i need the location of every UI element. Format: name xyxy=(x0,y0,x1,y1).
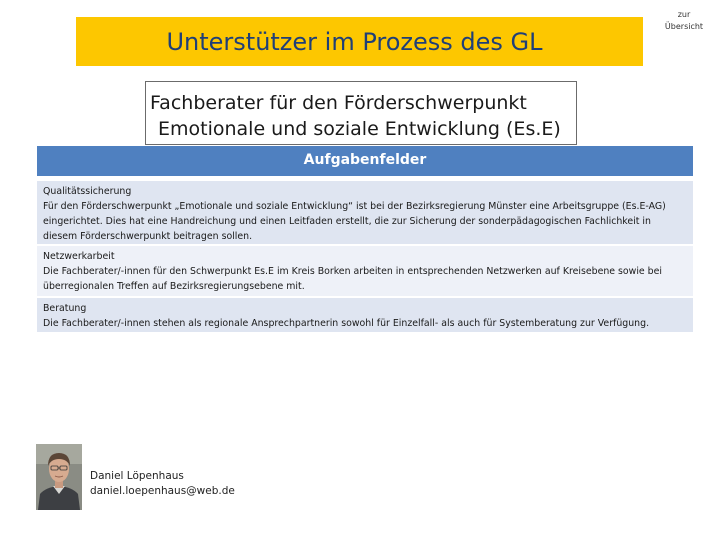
page-title: Unterstützer im Prozess des GL xyxy=(166,28,543,56)
overview-link[interactable] xyxy=(660,9,708,33)
row-heading: Beratung xyxy=(43,303,87,314)
row-text: Die Fachberater/-innen für den Schwerpunkt Es.E im Kreis Borken arbeiten in entsprechenden Netzwerken auf Kreisebene sowie bei überregionalen Treffen auf Bezirksregierungsebene mit. xyxy=(43,266,663,292)
contact-email[interactable]: daniel.loepenhaus@web.de xyxy=(90,485,235,497)
subtitle-line-1: Fachberater für den Förderschwerpunkt xyxy=(150,92,527,114)
contact-name: Daniel Löpenhaus xyxy=(90,470,184,482)
row-heading: Qualitätssicherung xyxy=(43,186,132,197)
contact-block xyxy=(90,469,235,499)
person-photo-icon xyxy=(36,444,82,510)
table-row xyxy=(37,181,693,244)
row-text: Die Fachberater/-innen stehen als regionale Ansprechpartnerin sowohl für Einzelfall- als auch für Systemberatung zur Verfügung. xyxy=(43,318,650,329)
row-heading: Netzwerkarbeit xyxy=(43,251,115,262)
overview-link-line2[interactable]: Übersicht xyxy=(664,22,704,31)
table-row xyxy=(37,298,693,332)
subtitle-line-2: Emotionale und soziale Entwicklung (Es.E) xyxy=(158,118,561,140)
table-header: Aufgabenfelder xyxy=(37,146,693,176)
avatar xyxy=(36,444,82,510)
title-banner xyxy=(76,17,643,66)
table-row xyxy=(37,246,693,296)
overview-link-line1[interactable]: zur xyxy=(677,10,691,19)
row-text: Für den Förderschwerpunkt „Emotionale und soziale Entwicklung“ ist bei der Bezirksregierung Münster eine Arbeitsgruppe (Es.E-AG) eingerichtet. Dies hat eine Handreichung und einen Leitfaden erstellt, die zur Sicherung der sonderpädagogischen Fachlichkeit in diesem Förderschwerpunkt beitragen sollen. xyxy=(43,201,666,242)
subtitle-box xyxy=(145,81,577,145)
